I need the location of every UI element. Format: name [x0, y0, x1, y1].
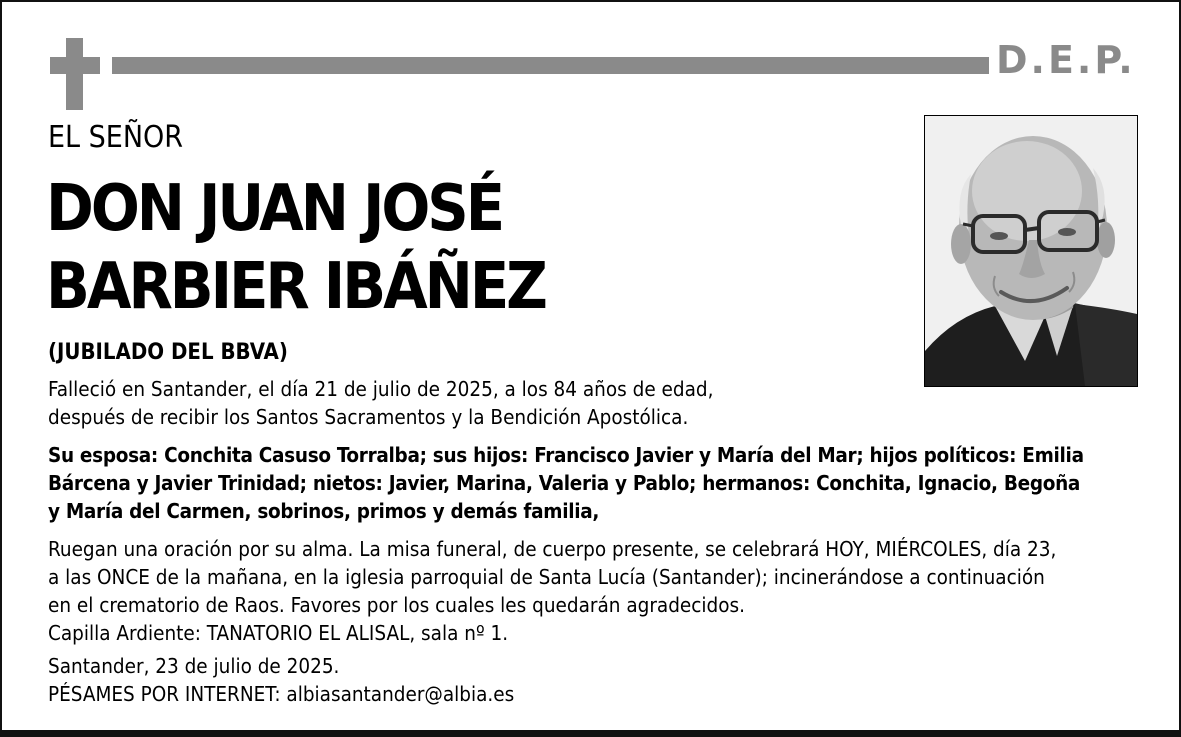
condolences-email: PÉSAMES POR INTERNET: albiasantander@albia.es: [48, 682, 515, 706]
deceased-portrait: [924, 115, 1138, 387]
ceremony-line-2: a las ONCE de la mañana, en la iglesia parroquial de Santa Lucía (Santander); incinerándose a continuación: [48, 565, 1045, 589]
ceremony-line-4: Capilla Ardiente: TANATORIO EL ALISAL, sala nº 1.: [48, 621, 509, 645]
family-line-2: Bárcena y Javier Trinidad; nietos: Javier, Marina, Valeria y Pablo; hermanos: Conchita, Ignacio, Begoña: [48, 471, 1081, 495]
death-notice-line-1: Falleció en Santander, el día 21 de julio de 2025, a los 84 años de edad,: [48, 377, 714, 401]
death-notice-line-2: después de recibir los Santos Sacramentos y la Bendición Apostólica.: [48, 405, 689, 429]
place-date: Santander, 23 de julio de 2025.: [48, 654, 340, 678]
name-line-2: BARBIER IBÁÑEZ: [46, 250, 545, 324]
honorific: EL SEÑOR: [48, 120, 184, 155]
deceased-name: [46, 170, 545, 326]
occupation: (JUBILADO DEL BBVA): [48, 340, 288, 365]
family-list: [48, 441, 1084, 525]
header-rule: [112, 57, 989, 74]
ceremony-details: [48, 535, 1056, 647]
ceremony-line-3: en el crematorio de Raos. Favores por los cuales les quedarán agradecidos.: [48, 593, 745, 617]
family-line-1: Su esposa: Conchita Casuso Torralba; sus hijos: Francisco Javier y María del Mar; hijos políticos: Emilia: [48, 443, 1084, 467]
name-line-1: DON JUAN JOSÉ: [46, 172, 503, 246]
ceremony-line-1: Ruegan una oración por su alma. La misa funeral, de cuerpo presente, se celebrará HOY, MIÉRCOLES, día 23,: [48, 537, 1057, 561]
closing: [48, 652, 514, 708]
death-notice: [48, 375, 713, 431]
family-line-3: y María del Carmen, sobrinos, primos y demás familia,: [48, 499, 600, 523]
dep-label: D.E.P.: [996, 38, 1136, 82]
